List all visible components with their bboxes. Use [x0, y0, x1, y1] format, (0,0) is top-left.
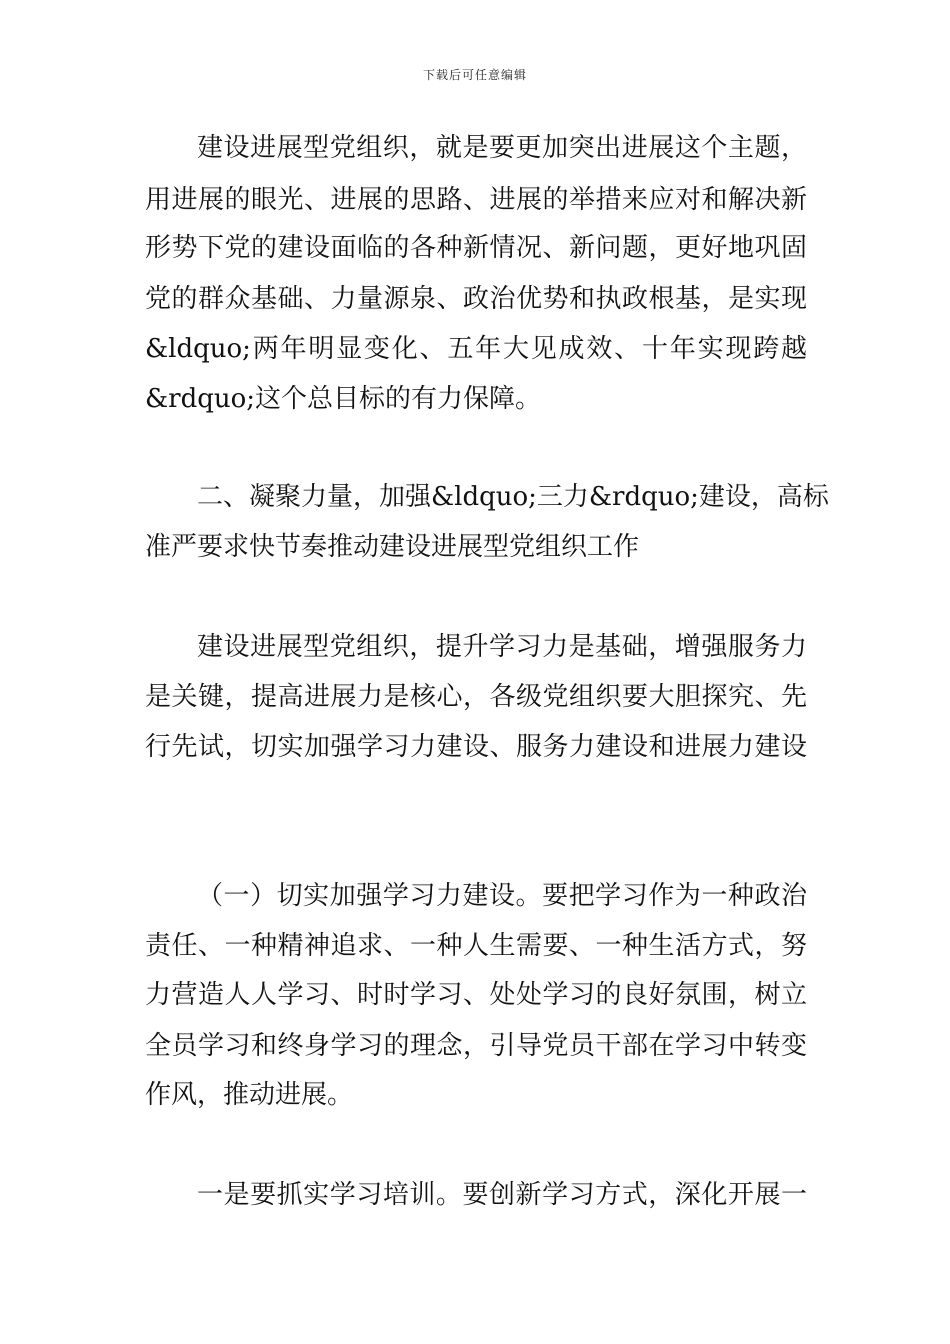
text-line: &rdquo;这个总目标的有力保障。 — [145, 384, 542, 414]
text-line: 是关键，提高进展力是核心，各级党组织要大胆探究、先 — [145, 682, 807, 712]
text-line: 一是要抓实学习培训。要创新学习方式，深化开展一 — [197, 1180, 807, 1210]
text-line: 建设进展型党组织，就是要更加突出进展这个主题， — [197, 133, 807, 163]
text-line: 党的群众基础、力量源泉、政治优势和执政根基，是实现 — [145, 284, 807, 314]
text-line: &ldquo;两年明显变化、五年大见成效、十年实现跨越 — [145, 334, 807, 364]
text-line: 用进展的眼光、进展的思路、进展的举措来应对和解决新 — [145, 185, 807, 215]
text-line: 建设进展型党组织，提升学习力是基础，增强服务力 — [197, 632, 807, 662]
section-heading-line: 准严要求快节奏推动建设进展型党组织工作 — [145, 532, 640, 562]
text-line: 全员学习和终身学习的理念，引导党员干部在学习中转变 — [145, 1031, 807, 1061]
text-line: 责任、一种精神追求、一种人生需要、一种生活方式，努 — [145, 931, 807, 961]
subsection-line: （一）切实加强学习力建设。要把学习作为一种政治 — [197, 881, 807, 911]
text-line: 作风，推动进展。 — [145, 1080, 354, 1110]
section-heading-line: 二、凝聚力量，加强&ldquo;三力&rdquo;建设，高标 — [197, 482, 829, 512]
page-header-note: 下载后可任意编辑 — [422, 68, 527, 82]
text-line: 力营造人人学习、时时学习、处处学习的良好氛围，树立 — [145, 980, 807, 1010]
text-line: 形势下党的建设面临的各种新情况、新问题，更好地巩固 — [145, 233, 807, 263]
text-line: 行先试，切实加强学习力建设、服务力建设和进展力建设 — [145, 732, 807, 762]
